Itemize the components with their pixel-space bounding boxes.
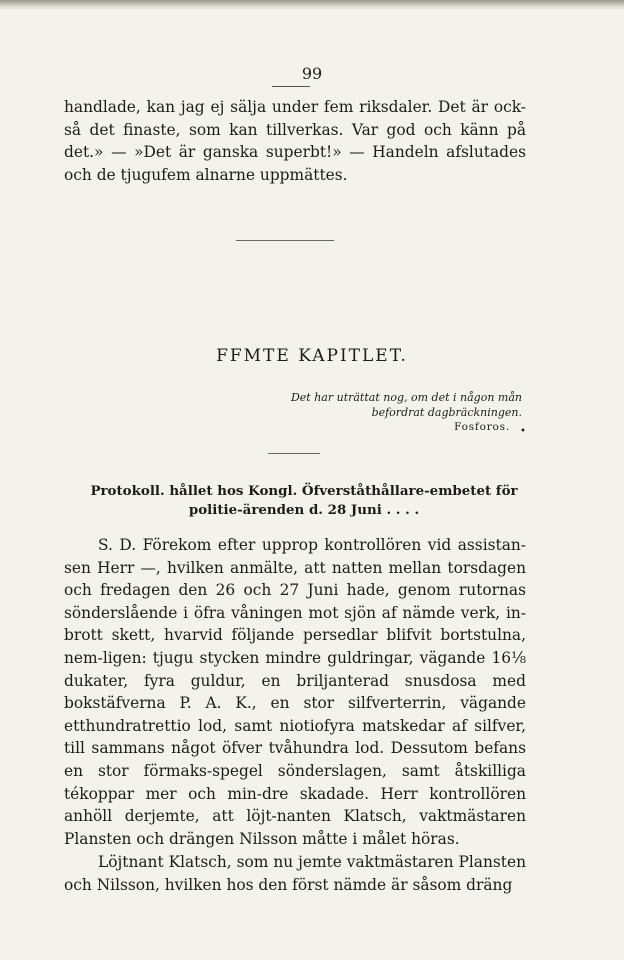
page-top-edge <box>0 0 624 10</box>
page-number-rule <box>272 86 310 87</box>
page-number: 99 <box>301 64 323 83</box>
body-paragraph-2: Löjtnant Klatsch, som nu jemte vaktmästaren Plansten och Nilsson, hvilken hos den först nämde är såsom dräng <box>64 853 526 894</box>
opening-text <box>64 96 526 186</box>
short-divider <box>268 453 320 454</box>
protocol-heading-line-2: politie-ärenden d. 28 Juni . . . . <box>188 502 420 518</box>
epigraph-source: Fosforos. <box>454 421 510 433</box>
epigraph <box>222 390 522 420</box>
chapter-title: FFMTE KAPITLET. <box>216 346 408 366</box>
section-divider <box>236 240 334 241</box>
ink-dot: • <box>520 426 526 437</box>
opening-paragraph: handlade, kan jag ej sälja under fem riksdaler. Det är ock-så det finaste, som kan tillverkas. Var god och känn på det.» — »Det är ganska superbt!» — Handeln afslutades och de tjugufem alnarne uppmättes. <box>64 98 526 184</box>
protocol-heading-line-1: Protokoll. hållet hos Kongl. Öfverståthållare-embetet för <box>90 483 518 499</box>
body-paragraph-1: S. D. Förekom efter upprop kontrollören vid assistan-sen Herr —, hvilken anmälte, att natten mellan torsdagen och fredagen den 26 och 27 Juni hade, genom rutornas sönderslående i öfra våningen mot sjön af nämde verk, in-brott skett, hvarvid följande persedlar blifvit bortstulna, nem-ligen: tjugu stycken mindre guldringar, vägande 16⅛ dukater, fyra guldur, en briljanterad snusdosa med bokstäfverna P. A. K., en stor silfverterrin, vägande etthundratrettio lod, samt niotiofyra matskedar af silfver, till sammans något öfver tvåhundra lod. Dessutom befans en stor förmaks-spegel sönderslagen, samt åtskilliga tékoppar mer och min-dre skadade. Herr kontrollören anhöll derjemte, att löjt-nanten Klatsch, vaktmästaren Plansten och drängen Nilsson måtte i målet höras. <box>64 536 526 848</box>
epigraph-line-1: Det har uträttat nog, om det i någon mån <box>290 391 522 404</box>
body-text <box>64 534 526 897</box>
protocol-heading <box>84 482 524 520</box>
epigraph-line-2: befordrat dagbräckningen. <box>371 406 522 419</box>
